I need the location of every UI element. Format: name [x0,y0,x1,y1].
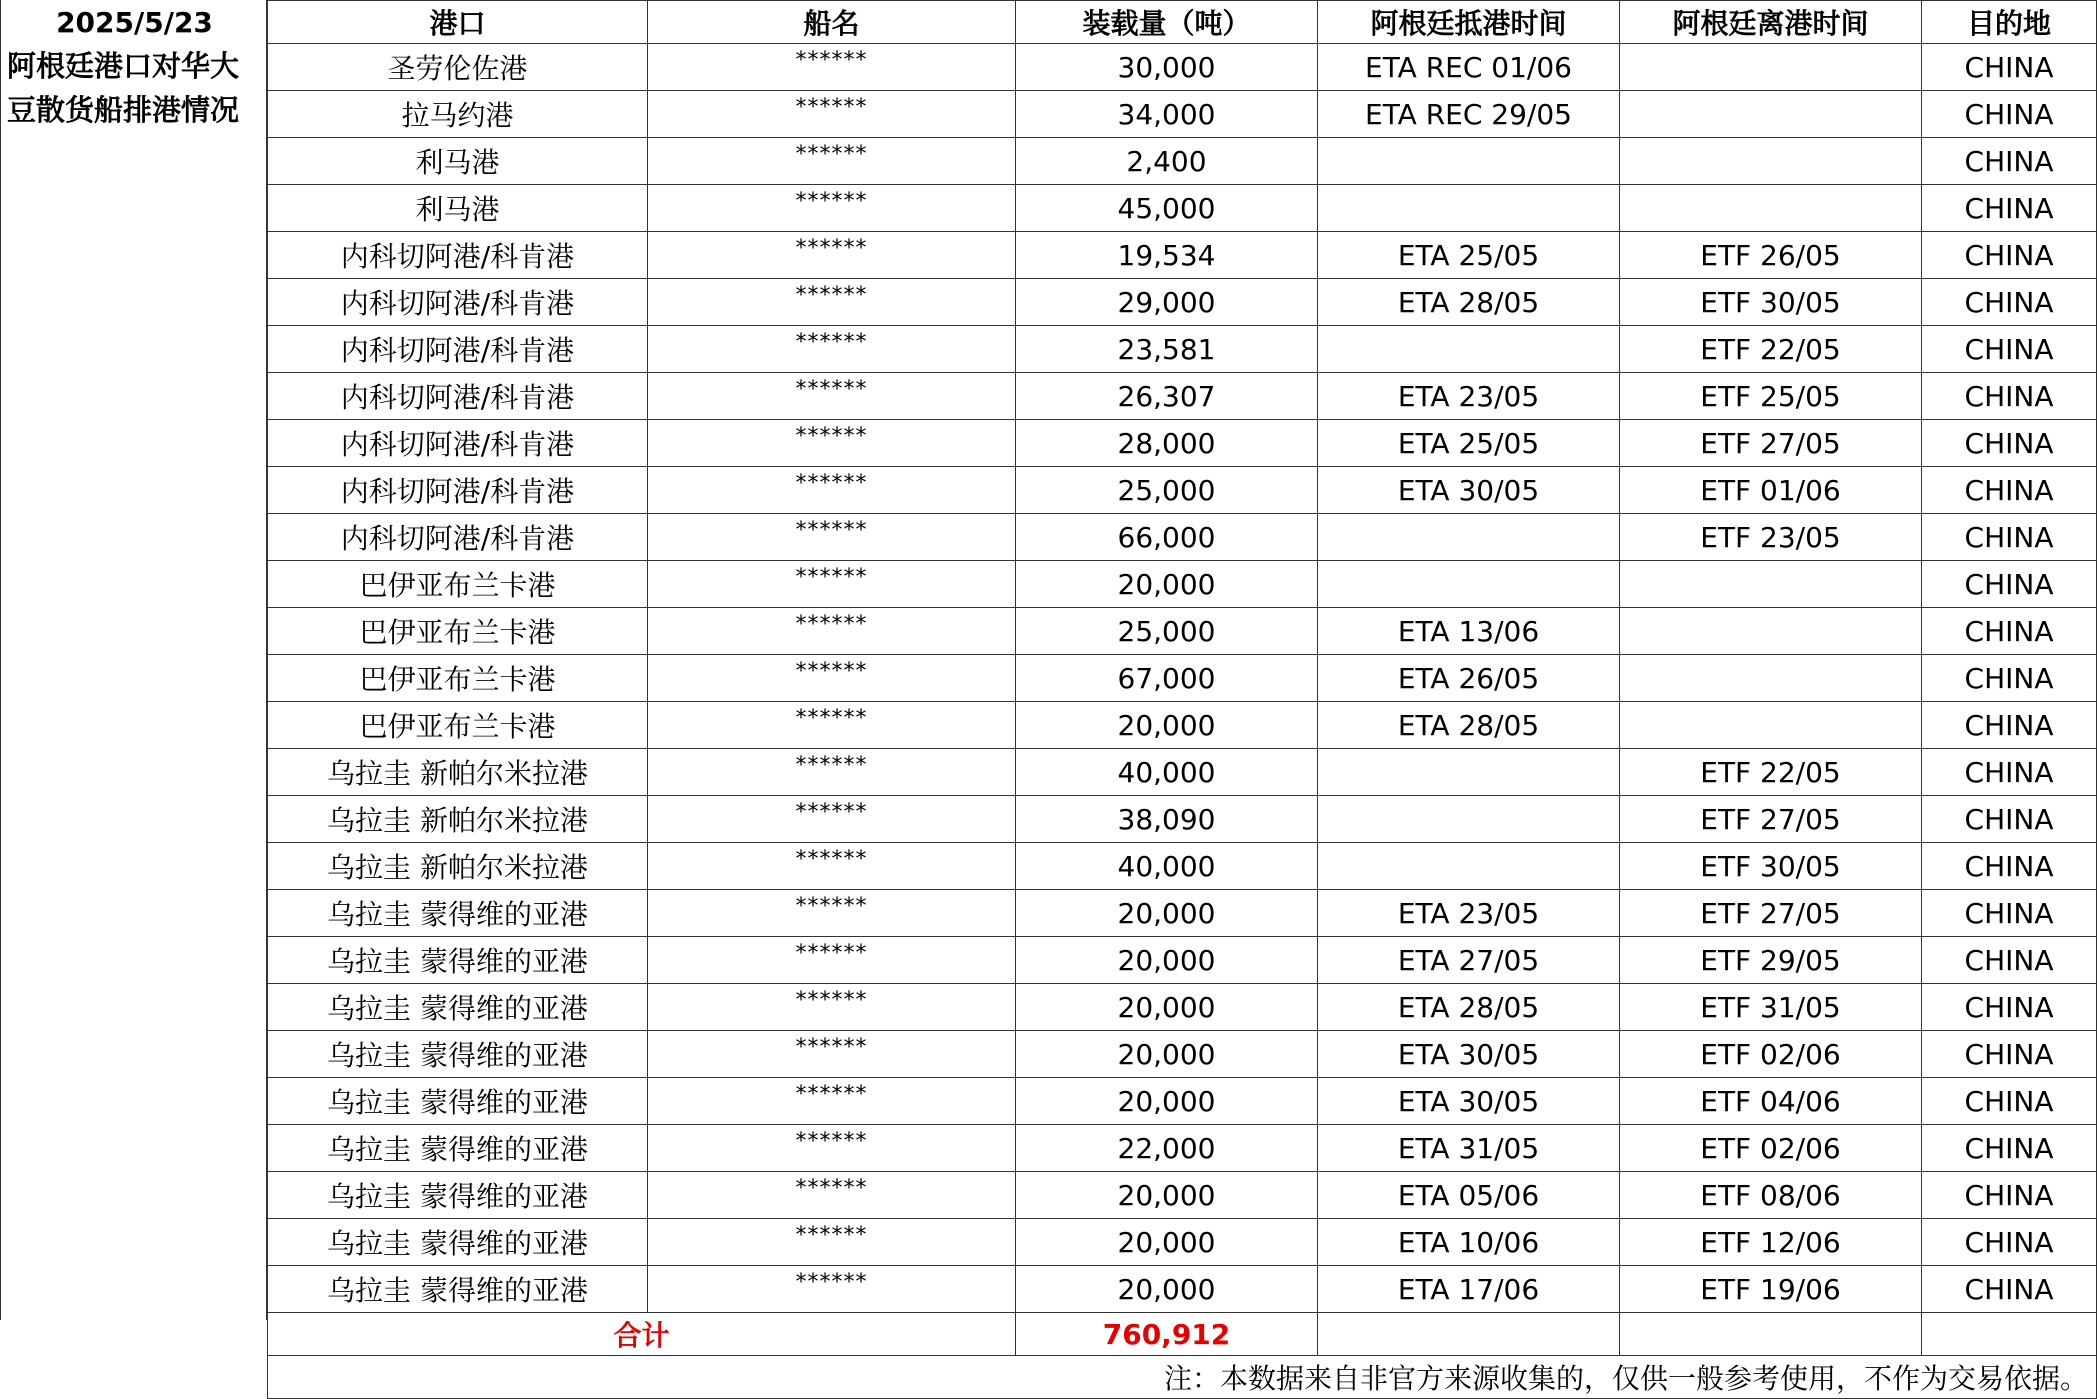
header-destination: 目的地 [1922,1,2097,44]
cell-port: 内科切阿港/科肯港 [268,420,648,467]
cell-departure [1620,561,1922,608]
cell-vessel: ****** [648,608,1016,655]
table-row [268,749,2097,796]
cell-port: 乌拉圭 蒙得维的亚港 [268,1266,648,1313]
cell-destination: CHINA [1922,467,2097,514]
cell-port: 乌拉圭 蒙得维的亚港 [268,1172,648,1219]
cell-quantity: 45,000 [1016,185,1318,232]
cell-quantity: 20,000 [1016,937,1318,984]
cell-arrival: ETA 25/05 [1318,232,1620,279]
shipping-table [267,0,2097,1399]
cell-vessel: ****** [648,796,1016,843]
cell-vessel: ****** [648,326,1016,373]
cell-destination: CHINA [1922,655,2097,702]
cell-vessel: ****** [648,702,1016,749]
cell-vessel: ****** [648,1266,1016,1313]
cell-vessel: ****** [648,373,1016,420]
cell-departure: ETF 22/05 [1620,326,1922,373]
table-row [268,984,2097,1031]
cell-destination: CHINA [1922,937,2097,984]
cell-port: 巴伊亚布兰卡港 [268,608,648,655]
cell-arrival [1318,843,1620,890]
cell-vessel: ****** [648,514,1016,561]
cell-quantity: 23,581 [1016,326,1318,373]
cell-departure: ETF 01/06 [1620,467,1922,514]
table-row [268,1219,2097,1266]
table-row [268,514,2097,561]
cell-quantity: 20,000 [1016,1031,1318,1078]
cell-quantity: 20,000 [1016,702,1318,749]
cell-destination: CHINA [1922,1125,2097,1172]
cell-destination: CHINA [1922,1266,2097,1313]
table-row [268,420,2097,467]
cell-port: 利马港 [268,185,648,232]
cell-destination: CHINA [1922,796,2097,843]
cell-departure: ETF 27/05 [1620,796,1922,843]
cell-arrival: ETA 17/06 [1318,1266,1620,1313]
cell-departure [1620,702,1922,749]
cell-destination: CHINA [1922,279,2097,326]
note-row [268,1356,2097,1399]
cell-quantity: 30,000 [1016,44,1318,91]
cell-arrival: ETA 05/06 [1318,1172,1620,1219]
cell-departure: ETF 02/06 [1620,1031,1922,1078]
cell-destination: CHINA [1922,984,2097,1031]
cell-destination: CHINA [1922,185,2097,232]
header-row [268,1,2097,44]
table-row [268,467,2097,514]
cell-port: 乌拉圭 新帕尔米拉港 [268,749,648,796]
cell-vessel: ****** [648,1219,1016,1266]
cell-arrival [1318,796,1620,843]
cell-departure: ETF 31/05 [1620,984,1922,1031]
cell-quantity: 20,000 [1016,890,1318,937]
cell-port: 乌拉圭 蒙得维的亚港 [268,1031,648,1078]
cell-departure [1620,608,1922,655]
cell-departure: ETF 27/05 [1620,420,1922,467]
cell-vessel: ****** [648,1078,1016,1125]
cell-destination: CHINA [1922,561,2097,608]
cell-port: 乌拉圭 新帕尔米拉港 [268,796,648,843]
cell-port: 乌拉圭 蒙得维的亚港 [268,1219,648,1266]
cell-arrival: ETA 23/05 [1318,373,1620,420]
disclaimer-note: 注：本数据来自非官方来源收集的，仅供一般参考使用，不作为交易依据。 [268,1356,2097,1399]
cell-vessel: ****** [648,561,1016,608]
cell-vessel: ****** [648,1031,1016,1078]
table-row [268,373,2097,420]
cell-quantity: 29,000 [1016,279,1318,326]
cell-vessel: ****** [648,1125,1016,1172]
cell-vessel: ****** [648,138,1016,185]
cell-arrival: ETA 25/05 [1318,420,1620,467]
cell-departure: ETF 04/06 [1620,1078,1922,1125]
cell-destination: CHINA [1922,44,2097,91]
cell-destination: CHINA [1922,608,2097,655]
cell-vessel: ****** [648,467,1016,514]
total-label: 合计 [268,1313,1016,1356]
cell-quantity: 25,000 [1016,467,1318,514]
cell-port: 内科切阿港/科肯港 [268,467,648,514]
cell-quantity: 28,000 [1016,420,1318,467]
cell-vessel: ****** [648,984,1016,1031]
cell-destination: CHINA [1922,1031,2097,1078]
table-row [268,185,2097,232]
cell-port: 内科切阿港/科肯港 [268,232,648,279]
table-row [268,44,2097,91]
cell-vessel: ****** [648,749,1016,796]
cell-vessel: ****** [648,232,1016,279]
table-row [268,608,2097,655]
cell-arrival [1318,326,1620,373]
cell-destination: CHINA [1922,326,2097,373]
cell-port: 巴伊亚布兰卡港 [268,561,648,608]
table-row [268,702,2097,749]
cell-quantity: 20,000 [1016,1078,1318,1125]
cell-arrival: ETA REC 29/05 [1318,91,1620,138]
header-departure: 阿根廷离港时间 [1620,1,1922,44]
cell-departure: ETF 08/06 [1620,1172,1922,1219]
cell-departure: ETF 27/05 [1620,890,1922,937]
cell-arrival [1318,138,1620,185]
cell-port: 乌拉圭 蒙得维的亚港 [268,890,648,937]
sidebar [0,0,267,1320]
cell-port: 乌拉圭 蒙得维的亚港 [268,1078,648,1125]
cell-vessel: ****** [648,890,1016,937]
cell-arrival: ETA 30/05 [1318,1031,1620,1078]
cell-quantity: 67,000 [1016,655,1318,702]
report-title: 阿根廷港口对华大豆散货船排港情况 [7,49,240,127]
header-vessel: 船名 [648,1,1016,44]
cell-port: 巴伊亚布兰卡港 [268,655,648,702]
table-row [268,326,2097,373]
cell-arrival: ETA 28/05 [1318,279,1620,326]
cell-arrival: ETA 23/05 [1318,890,1620,937]
table-row [268,138,2097,185]
total-empty-cell [1318,1313,1620,1356]
cell-quantity: 40,000 [1016,749,1318,796]
cell-port: 内科切阿港/科肯港 [268,326,648,373]
cell-arrival: ETA 30/05 [1318,1078,1620,1125]
table-row [268,937,2097,984]
header-quantity: 装载量（吨） [1016,1,1318,44]
header-port: 港口 [268,1,648,44]
cell-quantity: 20,000 [1016,1219,1318,1266]
header-arrival: 阿根廷抵港时间 [1318,1,1620,44]
cell-quantity: 2,400 [1016,138,1318,185]
report-date: 2025/5/23 [56,6,213,39]
cell-vessel: ****** [648,937,1016,984]
cell-arrival: ETA 31/05 [1318,1125,1620,1172]
cell-destination: CHINA [1922,749,2097,796]
cell-destination: CHINA [1922,420,2097,467]
table-row [268,890,2097,937]
cell-destination: CHINA [1922,1172,2097,1219]
table-row [268,232,2097,279]
cell-destination: CHINA [1922,702,2097,749]
cell-destination: CHINA [1922,1078,2097,1125]
cell-quantity: 20,000 [1016,984,1318,1031]
cell-quantity: 20,000 [1016,1172,1318,1219]
cell-port: 内科切阿港/科肯港 [268,279,648,326]
cell-arrival: ETA REC 01/06 [1318,44,1620,91]
cell-departure: ETF 22/05 [1620,749,1922,796]
cell-destination: CHINA [1922,232,2097,279]
cell-departure: ETF 25/05 [1620,373,1922,420]
cell-destination: CHINA [1922,1219,2097,1266]
cell-departure: ETF 29/05 [1620,937,1922,984]
table-row [268,1078,2097,1125]
cell-destination: CHINA [1922,514,2097,561]
cell-departure: ETF 30/05 [1620,843,1922,890]
cell-quantity: 25,000 [1016,608,1318,655]
cell-arrival [1318,749,1620,796]
cell-departure: ETF 02/06 [1620,1125,1922,1172]
cell-port: 巴伊亚布兰卡港 [268,702,648,749]
table-row [268,796,2097,843]
table-row [268,561,2097,608]
cell-destination: CHINA [1922,138,2097,185]
cell-arrival: ETA 10/06 [1318,1219,1620,1266]
cell-port: 乌拉圭 蒙得维的亚港 [268,1125,648,1172]
cell-quantity: 26,307 [1016,373,1318,420]
cell-quantity: 20,000 [1016,1266,1318,1313]
cell-departure: ETF 23/05 [1620,514,1922,561]
cell-arrival: ETA 27/05 [1318,937,1620,984]
cell-port: 内科切阿港/科肯港 [268,514,648,561]
cell-vessel: ****** [648,655,1016,702]
cell-departure [1620,138,1922,185]
total-row [268,1313,2097,1356]
cell-arrival: ETA 13/06 [1318,608,1620,655]
cell-port: 利马港 [268,138,648,185]
cell-departure: ETF 30/05 [1620,279,1922,326]
cell-destination: CHINA [1922,843,2097,890]
cell-port: 乌拉圭 蒙得维的亚港 [268,984,648,1031]
cell-port: 圣劳伦佐港 [268,44,648,91]
table-row [268,279,2097,326]
table-row [268,655,2097,702]
cell-vessel: ****** [648,44,1016,91]
cell-arrival: ETA 30/05 [1318,467,1620,514]
cell-vessel: ****** [648,1172,1016,1219]
table-row [268,91,2097,138]
cell-vessel: ****** [648,843,1016,890]
cell-port: 乌拉圭 新帕尔米拉港 [268,843,648,890]
table-row [268,1125,2097,1172]
cell-departure [1620,91,1922,138]
cell-departure: ETF 12/06 [1620,1219,1922,1266]
cell-quantity: 66,000 [1016,514,1318,561]
cell-quantity: 38,090 [1016,796,1318,843]
table-row [268,843,2097,890]
total-empty-cell [1620,1313,1922,1356]
cell-departure: ETF 19/06 [1620,1266,1922,1313]
cell-destination: CHINA [1922,91,2097,138]
cell-destination: CHINA [1922,373,2097,420]
cell-quantity: 34,000 [1016,91,1318,138]
table-row [268,1266,2097,1313]
cell-port: 拉马约港 [268,91,648,138]
cell-vessel: ****** [648,420,1016,467]
table-row [268,1172,2097,1219]
cell-destination: CHINA [1922,890,2097,937]
cell-vessel: ****** [648,279,1016,326]
cell-port: 乌拉圭 蒙得维的亚港 [268,937,648,984]
cell-quantity: 19,534 [1016,232,1318,279]
table-row [268,1031,2097,1078]
cell-arrival: ETA 26/05 [1318,655,1620,702]
cell-port: 内科切阿港/科肯港 [268,373,648,420]
cell-vessel: ****** [648,91,1016,138]
cell-arrival [1318,561,1620,608]
cell-vessel: ****** [648,185,1016,232]
cell-departure: ETF 26/05 [1620,232,1922,279]
cell-arrival: ETA 28/05 [1318,702,1620,749]
cell-departure [1620,44,1922,91]
total-empty-cell [1922,1313,2097,1356]
cell-quantity: 40,000 [1016,843,1318,890]
cell-quantity: 20,000 [1016,561,1318,608]
cell-arrival [1318,514,1620,561]
total-value: 760,912 [1016,1313,1318,1356]
cell-arrival [1318,185,1620,232]
cell-departure [1620,185,1922,232]
cell-arrival: ETA 28/05 [1318,984,1620,1031]
cell-quantity: 22,000 [1016,1125,1318,1172]
cell-departure [1620,655,1922,702]
